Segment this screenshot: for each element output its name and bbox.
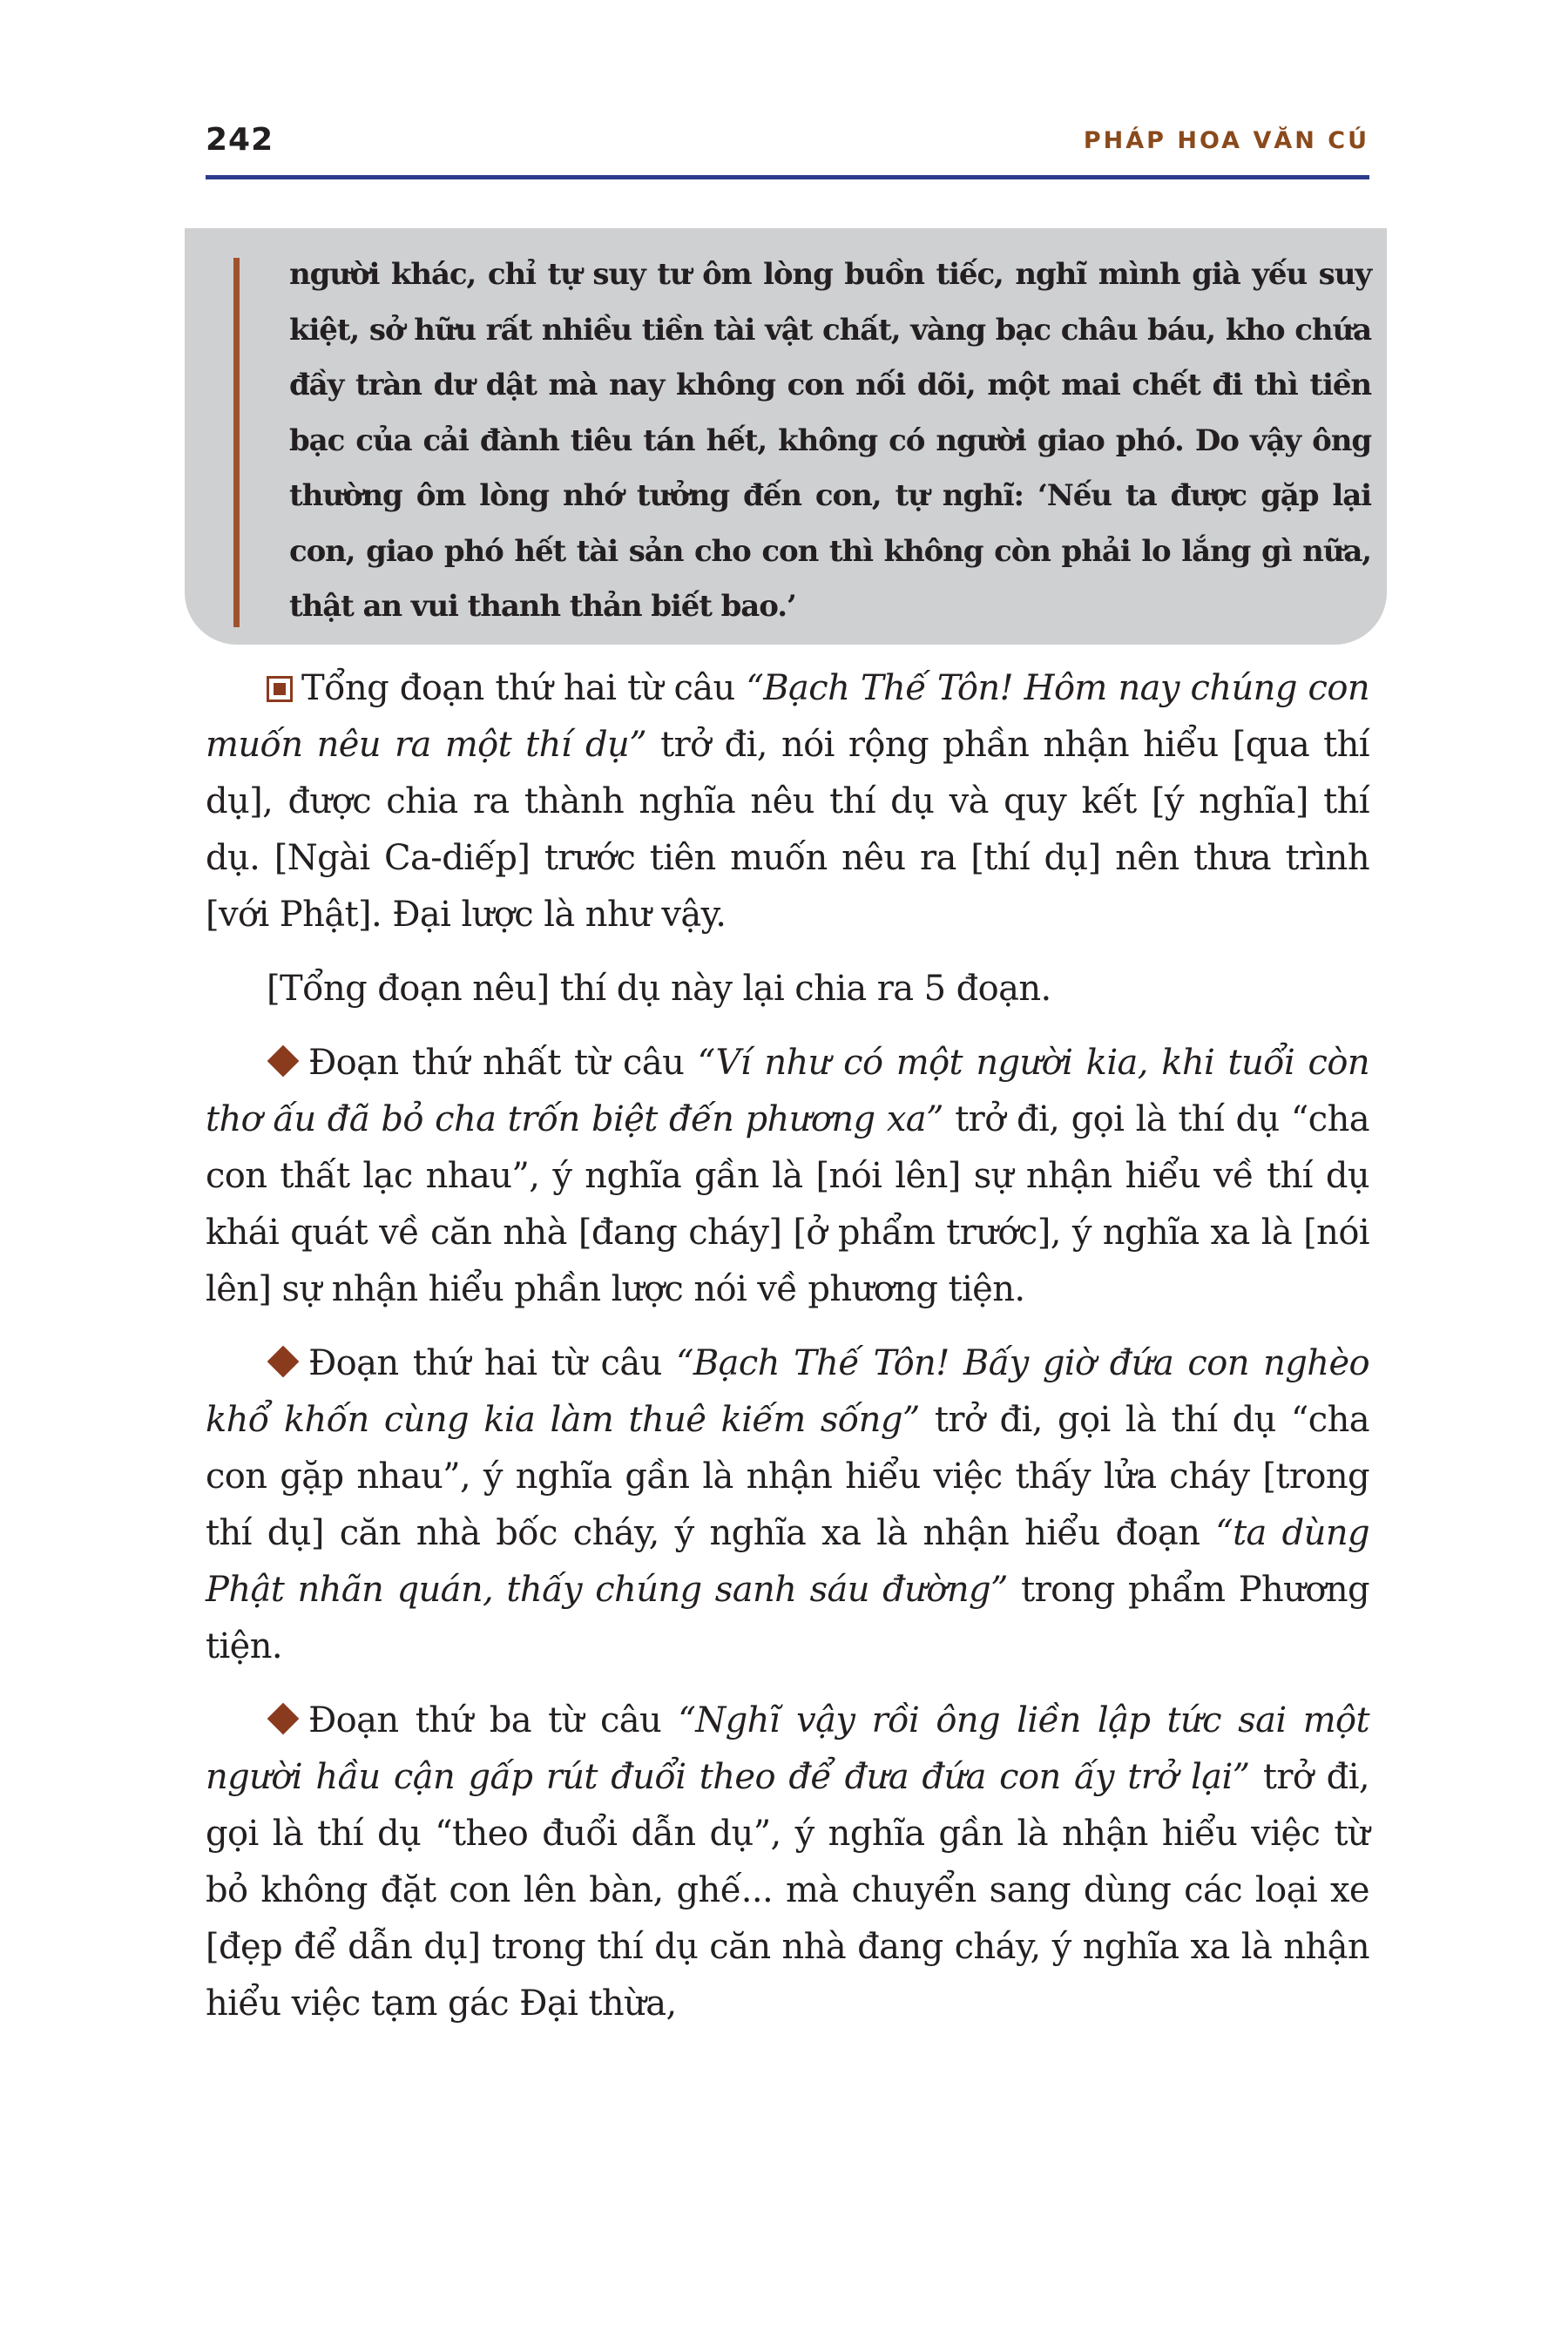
- paragraph-text: Đoạn thứ ba từ câu: [308, 1700, 679, 1740]
- paragraph-text: trở đi, gọi là thí dụ “cha con gặp nhau”, ý nghĩa gần là nhận hiểu việc thấy lửa cháy [trong thí dụ] căn nhà bốc cháy, ý nghĩa xa là nhận hiểu đoạn: [206, 1400, 1369, 1553]
- scripture-quote: “Bạch Thế Tôn! Bấy giờ đứa con nghèo khổ khốn cùng kia làm thuê kiếm sống”: [206, 1343, 1369, 1440]
- main-text: [206, 660, 1369, 2032]
- running-title: PHÁP HOA VĂN CÚ: [1083, 127, 1369, 154]
- paragraph-text: Đoạn thứ hai từ câu: [308, 1343, 677, 1383]
- quote-text: người khác, chỉ tự suy tư ôm lòng buồn tiếc, nghĩ mình già yếu suy kiệt, sở hữu rất nhiều tiền tài vật chất, vàng bạc châu báu, kho chứa đầy tràn dư dật mà nay không con nối dõi, một mai chết đi thì tiền bạc của cải đành tiêu tán hết, không có người giao phó. Do vậy ông thường ôm lòng nhớ tưởng đến con, tự nghĩ: ‘Nếu ta được gặp lại con, giao phó hết tài sản cho con thì không còn phải lo lắng gì nữa, thật an vui thanh thản biết bao.’: [289, 257, 1371, 624]
- diamond-bullet-icon: [267, 1703, 300, 1735]
- page-number: 242: [206, 122, 274, 158]
- scripture-quote: “Ví như có một người kia, khi tuổi còn thơ ấu đã bỏ cha trốn biệt đến phương xa”: [206, 1043, 1369, 1139]
- scripture-quote: “ta dùng Phật nhãn quán, thấy chúng sanh sáu đường”: [206, 1513, 1369, 1610]
- quote-accent-bar: [233, 258, 240, 627]
- quote-box: [185, 228, 1387, 645]
- scripture-quote: “Nghĩ vậy rồi ông liền lập tức sai một người hầu cận gấp rút đuổi theo để đưa đứa con ấy trở lại”: [206, 1700, 1369, 1797]
- scripture-quote: “Bạch Thế Tôn! Hôm nay chúng con muốn nêu ra một thí dụ”: [206, 668, 1369, 765]
- paragraph-summary: [206, 660, 1369, 943]
- paragraph-section-3: [206, 1693, 1369, 2032]
- diamond-bullet-icon: [267, 1346, 300, 1378]
- paragraph-text: Đoạn thứ nhất từ câu: [308, 1043, 698, 1083]
- paragraph-text: trở đi, gọi là thí dụ “cha con thất lạc nhau”, ý nghĩa gần là [nói lên] sự nhận hiểu về thí dụ khái quát về căn nhà [đang cháy] [ở phẩm trước], ý nghĩa xa là [nói lên] sự nhận hiểu phần lược nói về phương tiện.: [206, 1099, 1369, 1309]
- header-rule: [206, 175, 1369, 179]
- paragraph-section-2: [206, 1335, 1369, 1675]
- paragraph-text: Tổng đoạn thứ hai từ câu: [301, 668, 747, 708]
- diamond-bullet-icon: [267, 1045, 300, 1078]
- paragraph-section-1: [206, 1035, 1369, 1318]
- square-box-icon: [267, 676, 293, 702]
- paragraph-division: [Tổng đoạn nêu] thí dụ này lại chia ra 5 đoạn.: [267, 969, 1051, 1009]
- paragraph-text: trở đi, gọi là thí dụ “theo đuổi dẫn dụ”, ý nghĩa gần là nhận hiểu việc từ bỏ không đặt con lên bàn, ghế... mà chuyển sang dùng các loại xe [đẹp để dẫn dụ] trong thí dụ căn nhà đang cháy, ý nghĩa xa là nhận hiểu việc tạm gác Đại thừa,: [206, 1757, 1369, 2024]
- page-header: [206, 122, 1369, 172]
- paragraph-text: trong phẩm Phương tiện.: [206, 1570, 1370, 1666]
- paragraph-text: trở đi, nói rộng phần nhận hiểu [qua thí dụ], được chia ra thành nghĩa nêu thí dụ và quy kết [ý nghĩa] thí dụ. [Ngài Ca-diếp] trước tiên muốn nêu ra [thí dụ] nên thưa trình [với Phật]. Đại lược là như vậy.: [206, 725, 1369, 935]
